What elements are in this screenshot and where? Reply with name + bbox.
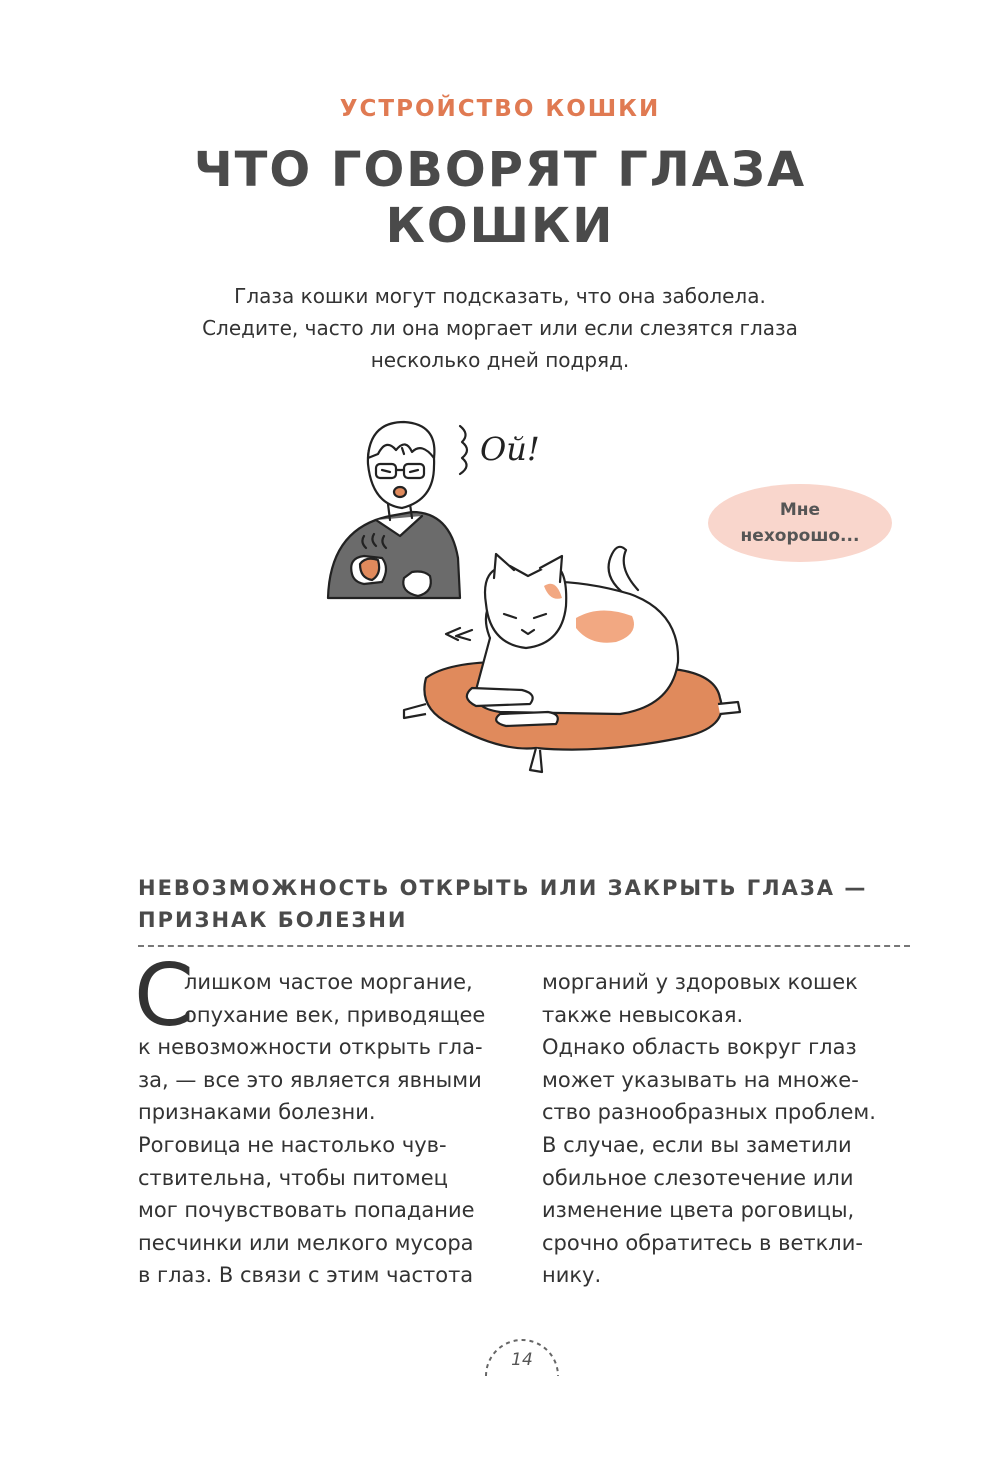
body-line: за, — все это является явными (138, 1067, 482, 1092)
man-illustration (328, 422, 467, 598)
body-line: мог почувствовать попадание (138, 1198, 475, 1223)
page-number (482, 1330, 562, 1380)
body-line: песчинки или мелкого мусора (138, 1230, 474, 1255)
page-number-text: 14 (511, 1350, 533, 1370)
speech-bubble-line-1: Мне (779, 500, 821, 520)
body-line: опухание век, приводящее (184, 1002, 486, 1027)
section-heading-line-2: ПРИЗНАК БОЛЕЗНИ (138, 908, 408, 932)
body-line: может указывать на множе- (542, 1067, 859, 1092)
body-line: признаками болезни. (138, 1100, 376, 1125)
body-column-right (542, 966, 922, 1292)
body-line: также невысокая. (542, 1002, 744, 1027)
body-line: ство разнообразных проблем. (542, 1100, 876, 1125)
intro-line-3: несколько дней подряд. (370, 348, 630, 372)
body-line: к невозможности открыть гла- (138, 1035, 483, 1060)
body-line: обильное слезотечение или (542, 1165, 854, 1190)
cat-illustration (446, 547, 678, 726)
body-column-left (138, 966, 518, 1292)
section-heading (138, 872, 918, 936)
intro-text (0, 280, 1000, 376)
body-line: ствительна, чтобы питомец (138, 1165, 448, 1190)
body-line: Роговица не настолько чув- (138, 1132, 447, 1157)
body-line: срочно обратитесь в веткли- (542, 1230, 863, 1255)
speech-bubble-line-2: нехорошо... (740, 526, 860, 546)
page-title-line-1: ЧТО ГОВОРЯТ ГЛАЗА (193, 142, 807, 198)
body-line: лишком частое моргание, (184, 970, 473, 994)
dashed-divider (138, 945, 910, 947)
drop-cap: С (134, 946, 195, 1046)
page-title-line-2: КОШКИ (385, 198, 615, 254)
body-line: нику. (542, 1263, 602, 1288)
body-line: Однако область вокруг глаз (542, 1035, 857, 1060)
section-heading-line-1: НЕВОЗМОЖНОСТЬ ОТКРЫТЬ ИЛИ ЗАКРЫТЬ ГЛАЗА — (138, 876, 868, 900)
body-line: в глаз. В связи с этим частота (138, 1263, 474, 1288)
page-title (0, 142, 1000, 254)
body-line: В случае, если вы заметили (542, 1132, 852, 1157)
exclamation-text: Ой! (480, 430, 540, 468)
section-label: УСТРОЙСТВО КОШКИ (339, 96, 661, 122)
body-line: изменение цвета роговицы, (542, 1198, 855, 1223)
intro-line-2: Следите, часто ли она моргает или если слезятся глаза (202, 316, 798, 340)
body-line: морганий у здоровых кошек (542, 970, 858, 994)
speech-bubble (708, 484, 892, 562)
intro-line-1: Глаза кошки могут подсказать, что она заболела. (234, 284, 766, 308)
illustration (300, 408, 900, 808)
